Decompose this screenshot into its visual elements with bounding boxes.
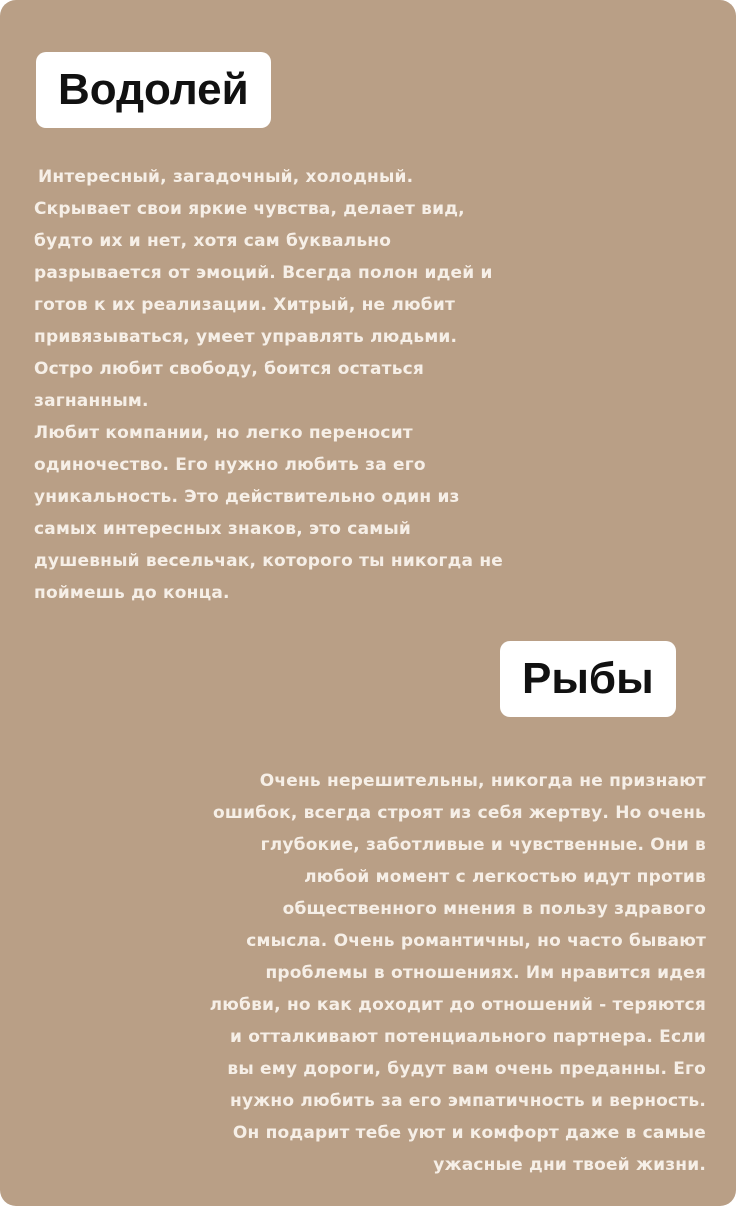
pisces-title-badge: Рыбы — [500, 641, 676, 717]
aquarius-line: самых интересных знаков, это самый — [34, 519, 412, 539]
aquarius-line: разрывается от эмоций. Всегда полон идей и — [34, 263, 493, 283]
pisces-line: ошибок, всегда строят из себя жертву. Но очень — [212, 803, 706, 823]
aquarius-line: Интересный, загадочный, холодный. — [38, 167, 414, 187]
pisces-line: глубокие, заботливые и чувственные. Они в — [260, 835, 706, 855]
pisces-line: любой момент с легкостью идут против — [304, 867, 706, 887]
pisces-line: проблемы в отношениях. Им нравится идея — [265, 963, 706, 983]
aquarius-line: душевный весельчак, которого ты никогда не — [34, 551, 504, 571]
aquarius-title-badge: Водолей — [36, 52, 271, 128]
pisces-line: Он подарит тебе уют и комфорт даже в самые — [232, 1123, 706, 1143]
pisces-line: и отталкивают потенциального партнера. Если — [230, 1027, 706, 1047]
pisces-line: вы ему дороги, будут вам очень преданны. Его — [227, 1059, 706, 1079]
aquarius-line: поймешь до конца. — [34, 583, 230, 603]
pisces-description — [210, 765, 706, 1181]
pisces-line: Очень нерешительны, никогда не признают — [259, 771, 706, 791]
aquarius-line: загнанным. — [34, 391, 149, 411]
aquarius-line: будто их и нет, хотя сам буквально — [34, 231, 392, 251]
aquarius-line: Скрывает свои яркие чувства, делает вид, — [34, 199, 465, 219]
aquarius-line: привязываться, умеет управлять людьми. — [34, 327, 458, 347]
pisces-line: любви, но как доходит до отношений - теряются — [209, 995, 706, 1015]
pisces-line: смысла. Очень романтичны, но часто бывают — [246, 931, 706, 951]
aquarius-line: уникальность. Это действительно один из — [34, 487, 460, 507]
pisces-line: нужно любить за его эмпатичность и верность. — [230, 1091, 706, 1111]
aquarius-line: готов к их реализации. Хитрый, не любит — [34, 295, 456, 315]
aquarius-line: одиночество. Его нужно любить за его — [34, 455, 426, 475]
aquarius-line: Остро любит свободу, боится остаться — [34, 359, 425, 379]
pisces-line: общественного мнения в пользу здравого — [282, 899, 706, 919]
pisces-line: ужасные дни твоей жизни. — [433, 1155, 706, 1175]
aquarius-description — [34, 161, 503, 609]
aquarius-line: Любит компании, но легко переносит — [34, 423, 413, 443]
